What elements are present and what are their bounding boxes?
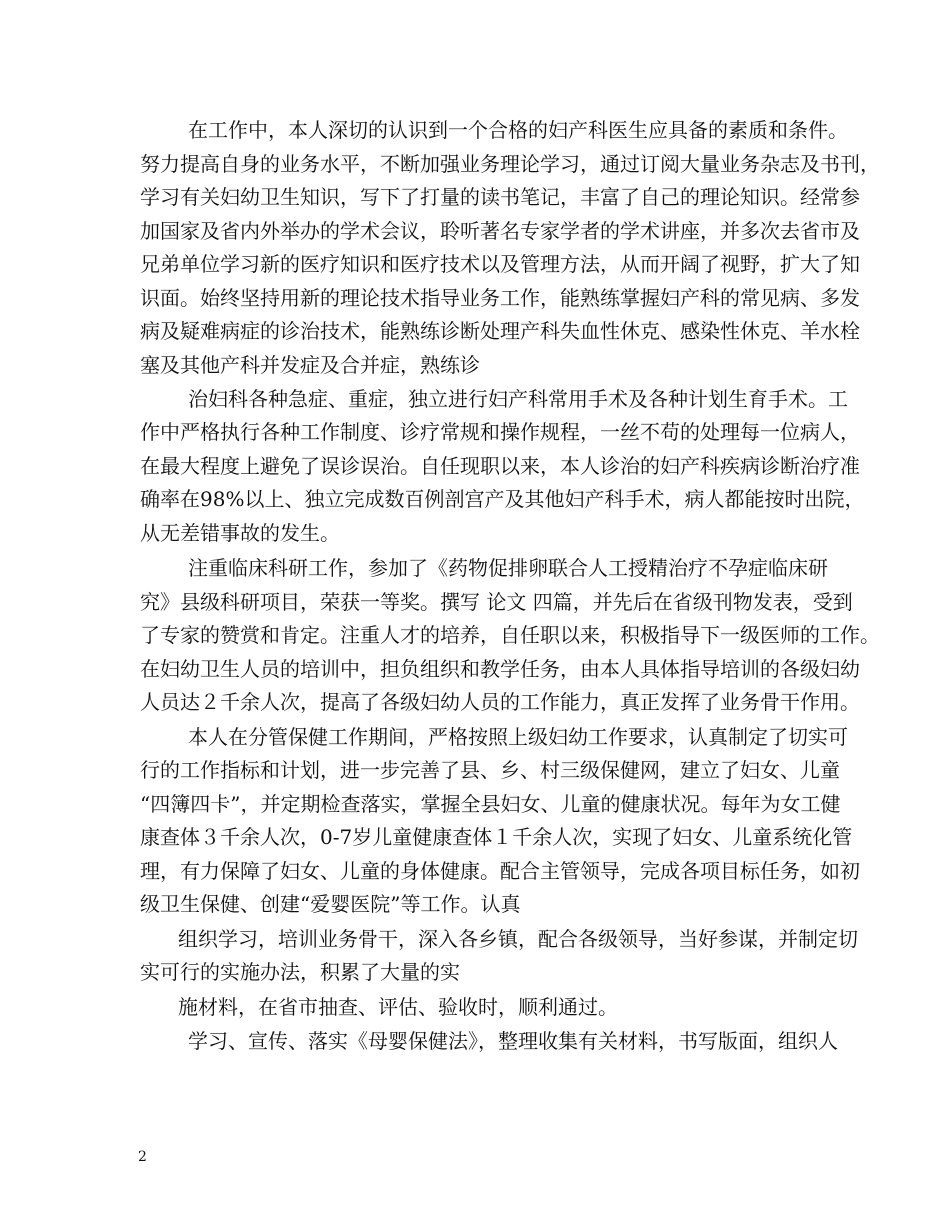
text-line: 本人在分管保健工作期间，严格按照上级妇幼工作要求，认真制定了切实可 — [188, 725, 848, 749]
text-line: 治妇科各种急症、重症，独立进行妇产科常用手术及各种计划生育手术。工 — [188, 387, 848, 411]
text-line: 实可行的实施办法，积累了大量的实 — [140, 960, 460, 984]
text-line: 康查体３千余人次，0-7岁儿童健康查体１千余人次，实现了妇女、儿童系统化管 — [140, 825, 853, 849]
text-line: 行的工作指标和计划，进一步完善了县、乡、村三级保健网，建立了妇女、儿童 — [140, 758, 840, 782]
text-line: 级卫生保健、创建“爱婴医院”等工作。认真 — [140, 892, 521, 916]
text-line: 在妇幼卫生人员的培训中，担负组织和教学任务，由本人具体指导培训的各级妇幼 — [140, 657, 860, 681]
text-line: “四簿四卡”，并定期检查落实，掌握全县妇女、儿童的健康状况。每年为女工健 — [140, 792, 841, 816]
text-line: 注重临床科研工作，参加了《药物促排卵联合人工授精治疗不孕症临床研 — [188, 556, 828, 580]
text-line: 了专家的赞赏和肯定。注重人才的培养，自任职以来，积极指导下一级医师的工作。 — [140, 623, 880, 647]
text-line: 人员达２千余人次，提高了各级妇幼人员的工作能力，真正发挥了业务骨干作用。 — [140, 690, 860, 714]
text-line: 病及疑难病症的诊治技术，能熟练诊断处理产科失血性休克、感染性休克、羊水栓 — [140, 319, 860, 343]
text-line: 努力提高自身的业务水平，不断加强业务理论学习，通过订阅大量业务杂志及书刊， — [140, 152, 880, 176]
text-line: 从无差错事故的发生。 — [140, 521, 340, 545]
text-line: 理，有力保障了妇女、儿童的身体健康。配合主管领导，完成各项目标任务，如初 — [140, 859, 860, 883]
text-line: 塞及其他产科并发症及合并症，熟练诊 — [140, 353, 480, 377]
text-line: 施材料，在省市抽查、评估、验收时，顺利通过。 — [178, 995, 618, 1019]
text-line: 学习、宣传、落实《母婴保健法》，整理收集有关材料，书写版面，组织人 — [188, 1029, 838, 1053]
text-line: 兄弟单位学习新的医疗知识和医疗技术以及管理方法，从而开阔了视野，扩大了知 — [140, 252, 860, 276]
text-line: 在最大程度上避免了误诊误治。自任现职以来，本人诊治的妇产科疾病诊断治疗准 — [140, 454, 860, 478]
page-number: 2 — [138, 1149, 147, 1165]
text-line: 作中严格执行各种工作制度、诊疗常规和操作规程，一丝不苟的处理每一位病人， — [140, 420, 860, 444]
text-line: 加国家及省内外举办的学术会议，聆听著名专家学者的学术讲座，并多次去省市及 — [140, 219, 860, 243]
text-line: 识面。始终坚持用新的理论技术指导业务工作，能熟练掌握妇产科的常见病、多发 — [140, 286, 860, 310]
text-line: 究》县级科研项目，荣获一等奖。撰写 论文 四篇，并先后在省级刊物发表，受到 — [140, 590, 853, 614]
text-line: 在工作中，本人深切的认识到一个合格的妇产科医生应具备的素质和条件。 — [188, 118, 848, 142]
text-line: 组织学习，培训业务骨干，深入各乡镇，配合各级领导，当好参谋，并制定切 — [178, 927, 858, 951]
text-line: 学习有关妇幼卫生知识，写下了打量的读书笔记，丰富了自己的理论知识。经常参 — [140, 185, 860, 209]
text-line: 确率在98%以上、独立完成数百例剖宫产及其他妇产科手术，病人都能按时出院， — [140, 487, 865, 511]
